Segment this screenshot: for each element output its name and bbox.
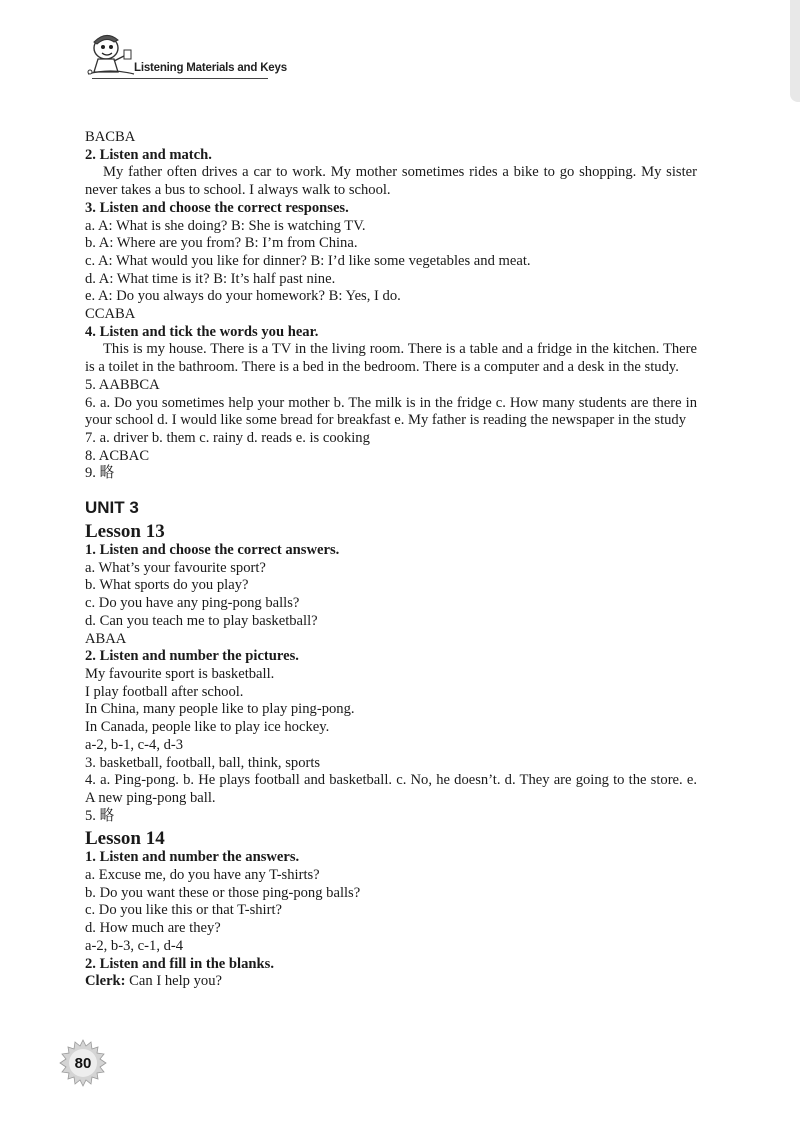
answer-line: 5. 略	[85, 807, 115, 824]
answer-line: CCABA	[85, 306, 136, 323]
header-rule	[92, 78, 268, 79]
answer-line: 8. ACBAC	[85, 447, 150, 464]
section-heading: 2. Listen and fill in the blanks.	[85, 955, 274, 972]
running-header	[84, 28, 287, 80]
transcript-line: b. Do you want these or those ping-pong balls?	[85, 884, 361, 901]
transcript-line: a. Excuse me, do you have any T-shirts?	[85, 867, 320, 884]
answer-line: 5. AABBCA	[85, 376, 160, 393]
section-heading: 4. Listen and tick the words you hear.	[85, 323, 319, 340]
answer-line: a-2, b-1, c-4, d-3	[85, 736, 184, 753]
transcript-paragraph: My father often drives a car to work. My mother sometimes rides a bike to go shopping. My sister never takes a bus to school. I always walk to school.	[85, 164, 697, 199]
section-heading: 1. Listen and choose the correct answers.	[85, 542, 340, 559]
answer-line: 7. a. driver b. them c. rainy d. reads e. is cooking	[85, 429, 370, 446]
transcript-line: d. How much are they?	[85, 920, 221, 937]
page-number: 80	[74, 1054, 92, 1072]
answer-line: 9. 略	[85, 465, 115, 482]
answer-paragraph: 4. a. Ping-pong. b. He plays football and basketball. c. No, he doesn’t. d. They are going to the store. e. A new ping-pong ball.	[85, 772, 697, 806]
page-content	[85, 129, 697, 991]
dialogue-text: Can I help you?	[125, 973, 222, 990]
transcript-line: d. A: What time is it? B: It’s half past nine.	[85, 270, 336, 287]
transcript-line: In Canada, people like to play ice hockey.	[85, 719, 330, 736]
header-title: Listening Materials and Keys	[134, 62, 287, 74]
transcript-line: a. A: What is she doing? B: She is watching TV.	[85, 217, 366, 234]
speaker-label: Clerk:	[85, 973, 126, 990]
section-heading: 2. Listen and match.	[85, 146, 212, 163]
transcript-line: c. Do you like this or that T-shirt?	[85, 902, 282, 919]
lesson-heading: Lesson 14	[85, 828, 165, 850]
section-heading: 1. Listen and number the answers.	[85, 849, 300, 866]
lesson-heading: Lesson 13	[85, 521, 165, 543]
answer-paragraph: 6. a. Do you sometimes help your mother b. The milk is in the fridge c. How many students are there in your school d. I would like some bread for breakfast e. My father is reading the newspaper in the study	[85, 394, 697, 429]
transcript-line: c. Do you have any ping-pong balls?	[85, 595, 300, 612]
transcript-line: d. Can you teach me to play basketball?	[85, 612, 318, 629]
transcript-line: My favourite sport is basketball.	[85, 665, 275, 682]
section-heading: 2. Listen and number the pictures.	[85, 648, 299, 665]
transcript-line: In China, many people like to play ping-pong.	[85, 701, 355, 718]
answer-line: 3. basketball, football, ball, think, sports	[85, 754, 321, 771]
transcript-line: e. A: Do you always do your homework? B: Yes, I do.	[85, 288, 401, 305]
transcript-line: b. What sports do you play?	[85, 577, 249, 594]
dialogue-line	[85, 973, 697, 991]
transcript-paragraph: This is my house. There is a TV in the living room. There is a table and a fridge in the kitchen. There is a toilet in the bathroom. There is a bed in the bedroom. There is a computer and a desk in the study.	[85, 341, 697, 376]
unit-heading: UNIT 3	[85, 498, 139, 518]
transcript-line: a. What’s your favourite sport?	[85, 559, 266, 576]
page-edge-tab	[790, 0, 800, 102]
transcript-line: c. A: What would you like for dinner? B: I’d like some vegetables and meat.	[85, 252, 531, 269]
transcript-line: I play football after school.	[85, 683, 244, 700]
transcript-line: b. A: Where are you from? B: I’m from China.	[85, 235, 358, 252]
answer-line: a-2, b-3, c-1, d-4	[85, 937, 184, 954]
section-heading: 3. Listen and choose the correct responses.	[85, 199, 349, 216]
mascot-icon	[84, 28, 136, 78]
answer-line: ABAA	[85, 630, 127, 647]
answer-line: BACBA	[85, 129, 136, 145]
